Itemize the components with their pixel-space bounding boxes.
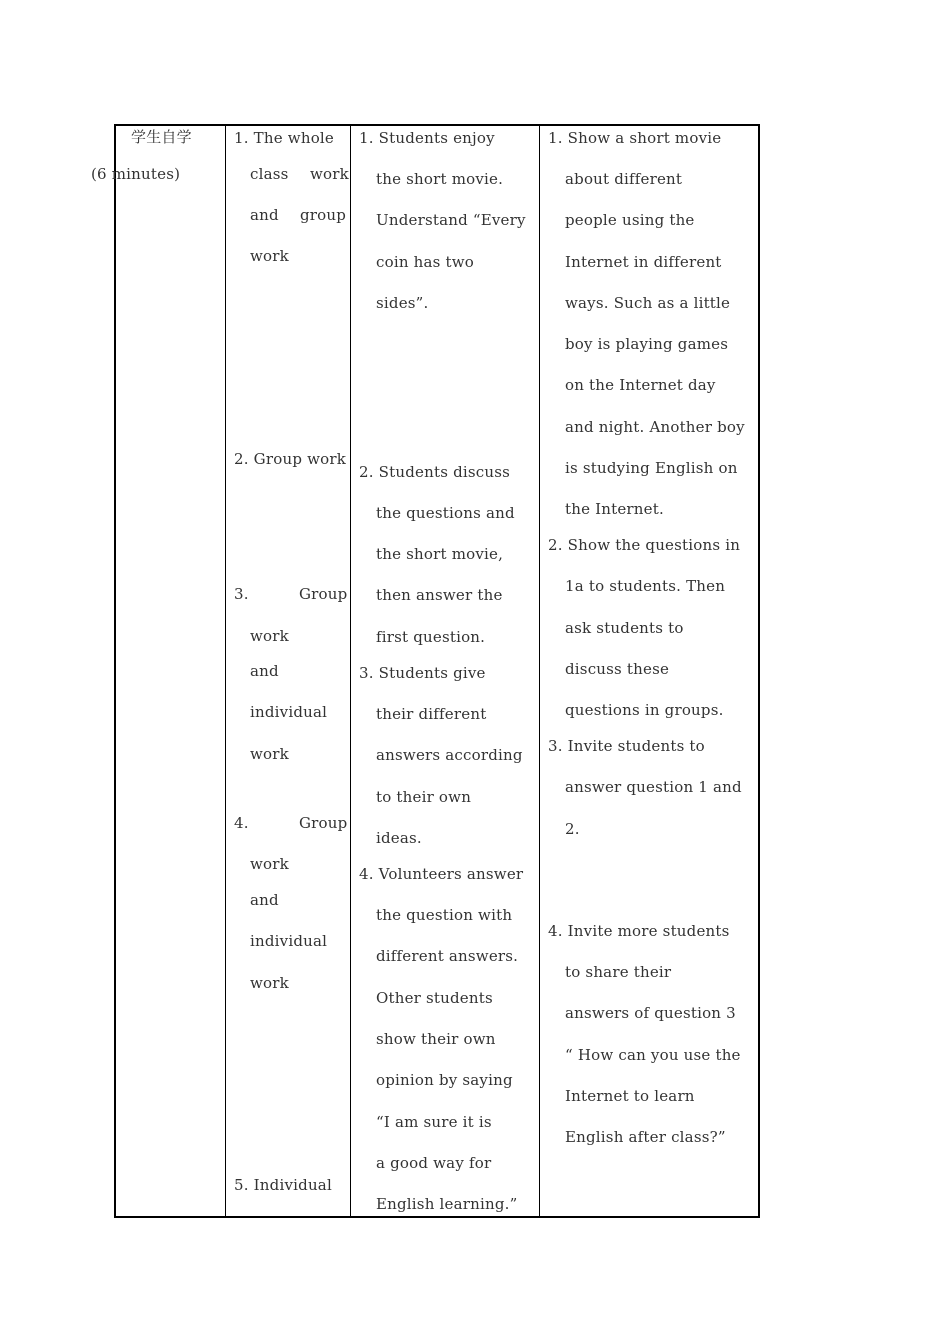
student-1-line-5: sides”. [376,294,429,312]
teacher-1-line-4: Internet in different [565,253,722,271]
student-4-line-2: the question with [376,906,513,924]
student-3-line-2: their different [376,705,487,723]
student-4-line-8: a good way for [376,1154,492,1172]
teacher-3-line-2: answer question 1 and [565,778,742,796]
interaction-1-line-2: class [250,165,289,183]
student-3-line-5: ideas. [376,829,422,847]
teacher-4-line-4: “ How can you use the [565,1046,741,1064]
interaction-4-line-2: work [250,855,289,873]
student-2-line-3: the short movie, [376,545,504,563]
interaction-3-line-4: individual [250,703,328,721]
teacher-3-line-1: 3. Invite students to [548,737,705,755]
student-4-line-7: “I am sure it is [376,1113,492,1131]
interaction-4-number: 4. [234,814,249,832]
interaction-4-line-1: Group [299,814,348,832]
student-2-line-2: the questions and [376,504,515,522]
student-2-line-4: then answer the [376,586,503,604]
interaction-1-line-3b: group [300,206,347,224]
student-4-line-4: Other students [376,989,493,1007]
teacher-2-line-1: 2. Show the questions in [548,536,741,554]
teacher-4-line-1: 4. Invite more students [548,922,730,940]
teacher-1-line-6: boy is playing games [565,335,729,353]
interaction-5-line-1: 5. Individual [234,1176,332,1194]
student-3-line-3: answers according [376,746,523,764]
student-4-line-3: different answers. [376,947,519,965]
interaction-1-line-1: 1. The whole [234,129,334,147]
student-4-line-5: show their own [376,1030,496,1048]
student-1-line-4: coin has two [376,253,475,271]
interaction-4-line-5: work [250,974,289,992]
student-1-line-2: the short movie. [376,170,504,188]
stage-duration: (6 minutes) [91,165,181,183]
student-1-line-3: Understand “Every [376,211,526,229]
teacher-1-line-3: people using the [565,211,695,229]
student-1-line-1: 1. Students enjoy [359,129,495,147]
stage-name: 学生自学 [131,128,192,146]
teacher-4-line-3: answers of question 3 [565,1004,736,1022]
teacher-1-line-2: about different [565,170,683,188]
teacher-1-line-1: 1. Show a short movie [548,129,722,147]
interaction-4-line-4: individual [250,932,328,950]
column-divider [539,124,540,1218]
interaction-3-line-3: and [250,662,279,680]
column-divider [350,124,351,1218]
column-divider [225,124,226,1218]
interaction-3-line-5: work [250,745,289,763]
interaction-4-line-3: and [250,891,279,909]
interaction-1-line-3: and [250,206,279,224]
teacher-4-line-5: Internet to learn [565,1087,695,1105]
student-2-line-1: 2. Students discuss [359,463,511,481]
teacher-1-line-7: on the Internet day [565,376,716,394]
student-4-line-1: 4. Volunteers answer [359,865,524,883]
teacher-4-line-6: English after class?” [565,1128,726,1146]
teacher-2-line-3: ask students to [565,619,684,637]
teacher-1-line-9: is studying English on [565,459,738,477]
student-2-line-5: first question. [376,628,486,646]
teacher-2-line-4: discuss these [565,660,670,678]
teacher-4-line-2: to share their [565,963,672,981]
interaction-3-number: 3. [234,585,249,603]
student-3-line-4: to their own [376,788,472,806]
student-3-line-1: 3. Students give [359,664,486,682]
teacher-2-line-5: questions in groups. [565,701,724,719]
teacher-1-line-5: ways. Such as a little [565,294,731,312]
interaction-1-line-2b: work [310,165,349,183]
student-4-line-6: opinion by saying [376,1071,513,1089]
teacher-3-line-3: 2. [565,820,580,838]
interaction-3-line-1: Group [299,585,348,603]
teacher-1-line-8: and night. Another boy [565,418,745,436]
teacher-1-line-10: the Internet. [565,500,664,518]
interaction-3-line-2: work [250,627,289,645]
interaction-1-line-4: work [250,247,289,265]
interaction-2-line-1: 2. Group work [234,450,347,468]
student-4-line-9: English learning.” [376,1195,518,1213]
teacher-2-line-2: 1a to students. Then [565,577,726,595]
